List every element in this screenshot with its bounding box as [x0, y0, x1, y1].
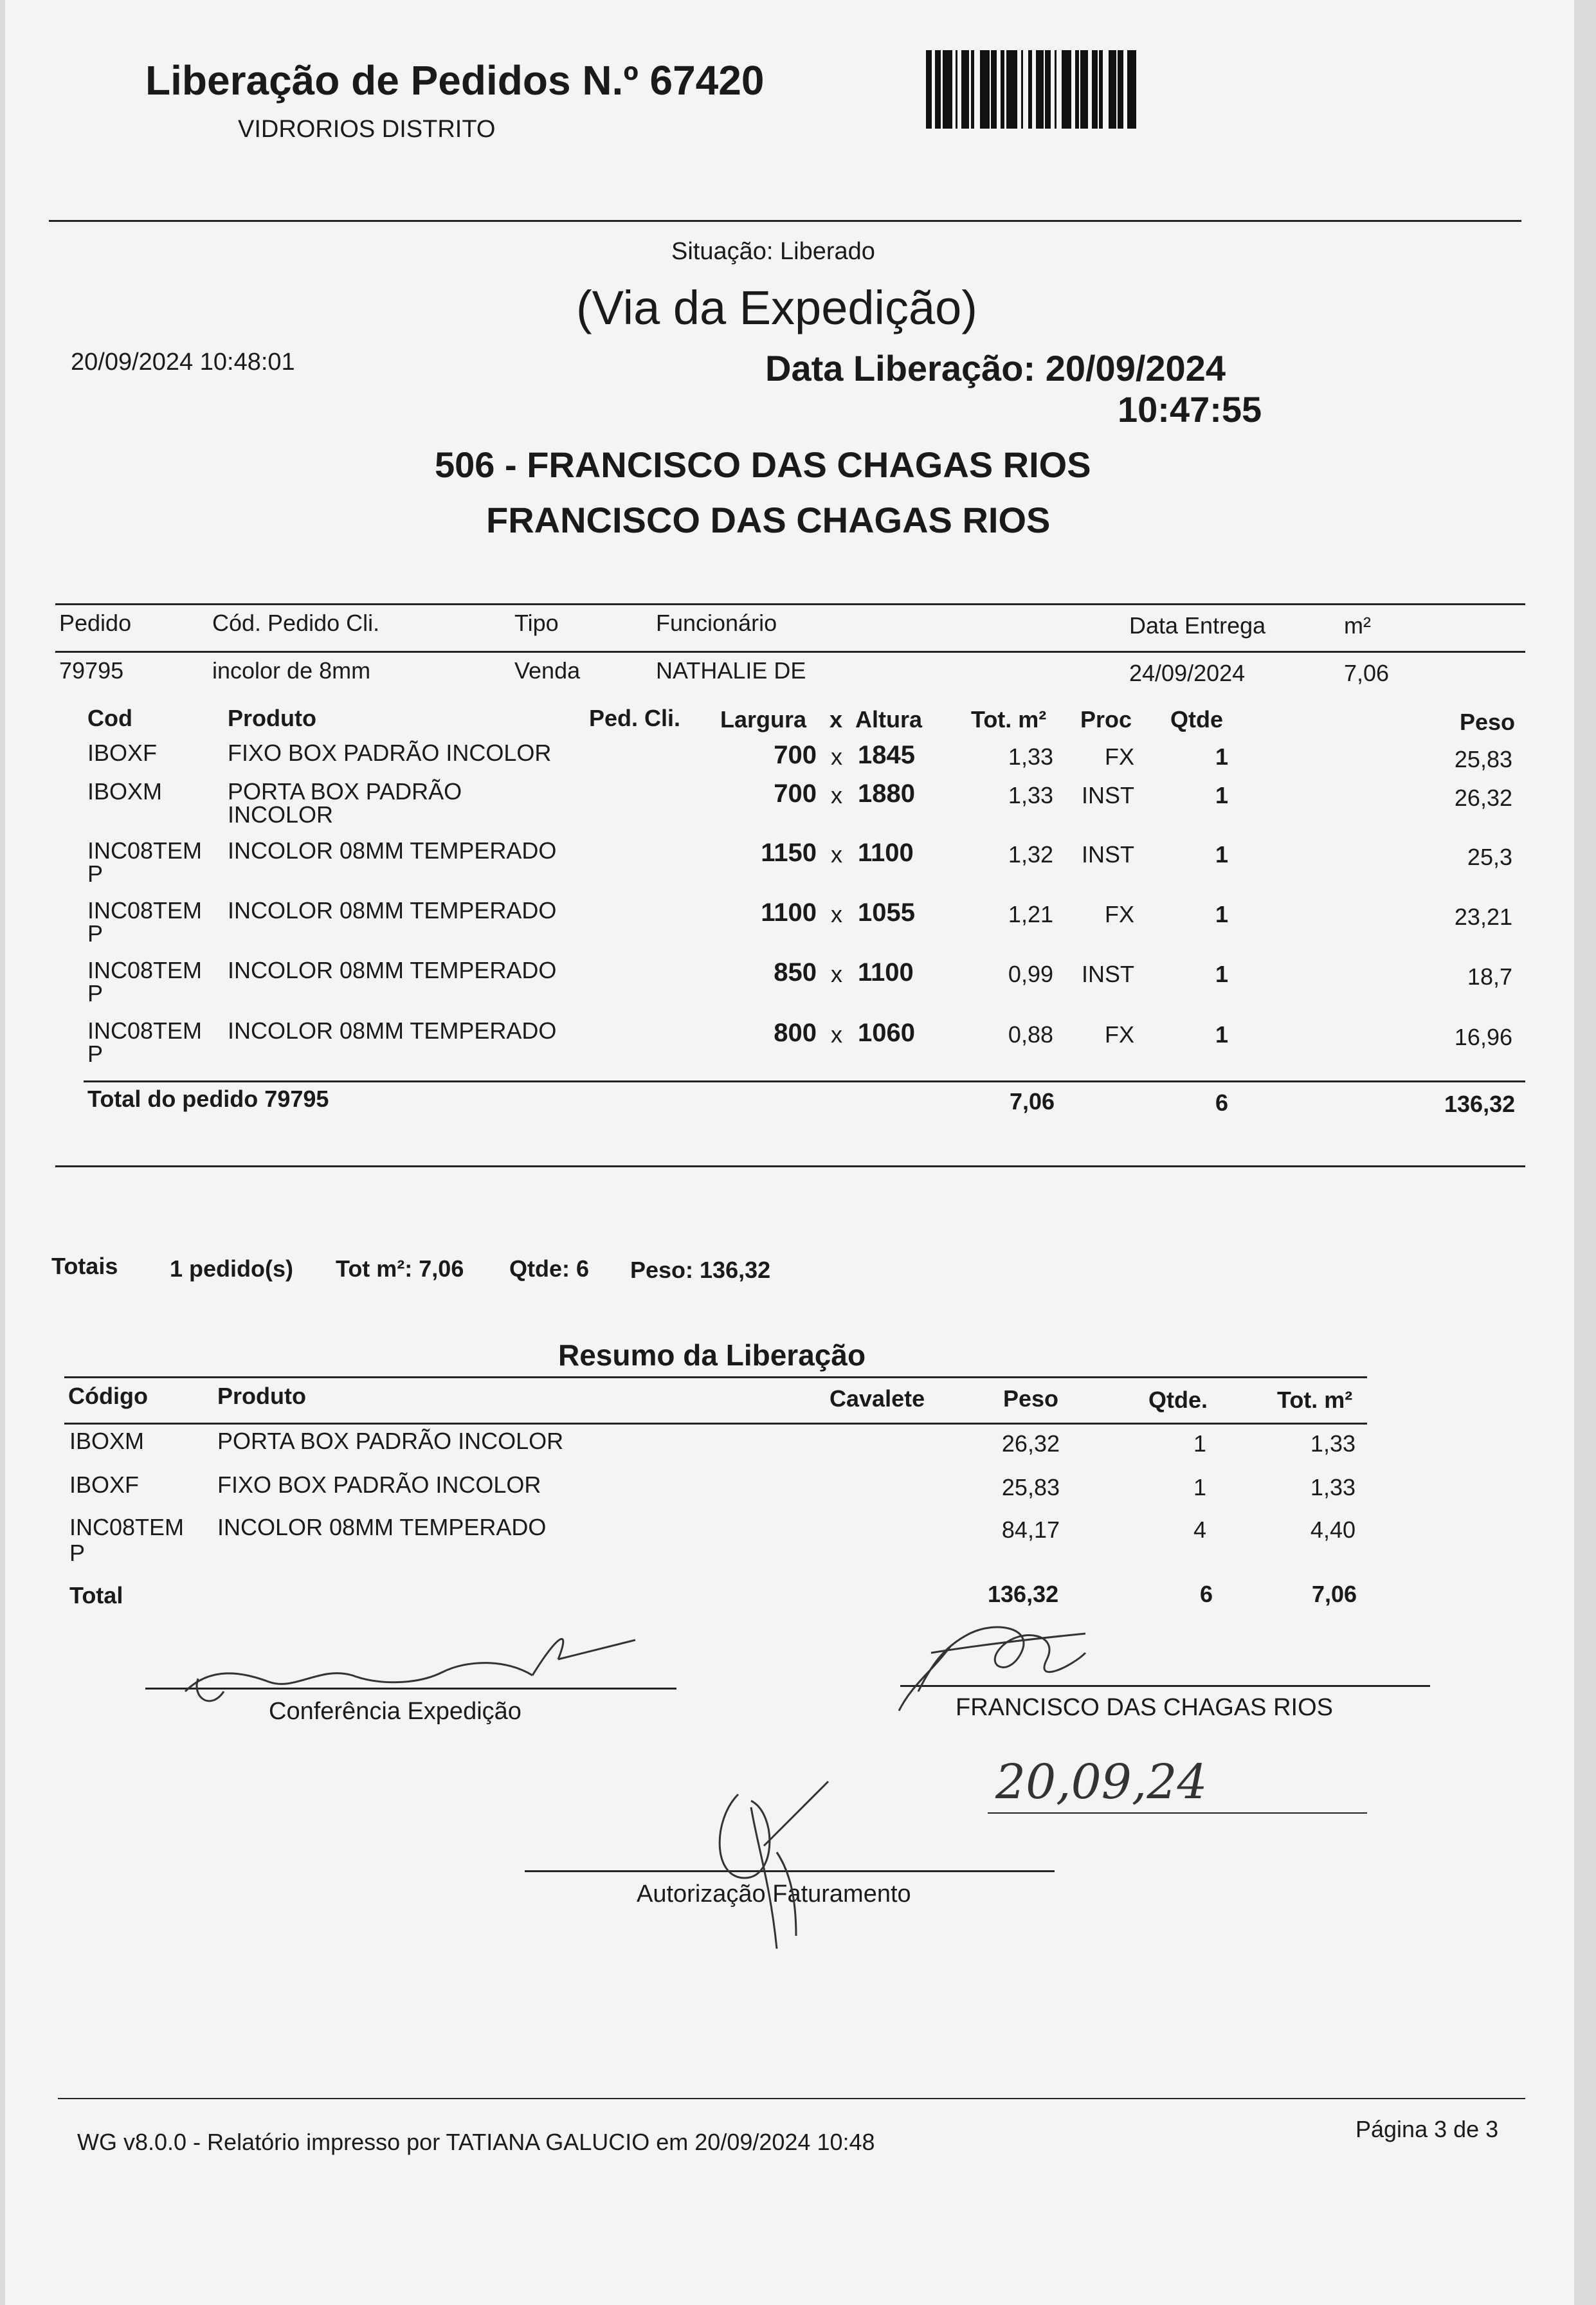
- date-line: [988, 1812, 1367, 1814]
- item-produto: FIXO BOX PADRÃO INCOLOR: [228, 740, 552, 766]
- item-cod: INC08TEM: [87, 837, 203, 864]
- summary-produto: FIXO BOX PADRÃO INCOLOR: [217, 1471, 541, 1498]
- item-produto: INCOLOR 08MM TEMPERADO: [228, 837, 557, 864]
- copy-type: (Via da Expedição): [576, 281, 977, 334]
- item-largura: 1150: [761, 839, 817, 867]
- item-proc: FX: [1104, 1021, 1134, 1048]
- item-qtde: 1: [1215, 1021, 1229, 1048]
- order-type: Venda: [514, 657, 581, 684]
- summary-col-codigo: Código: [68, 1383, 148, 1409]
- item-altura: 1060: [858, 1019, 915, 1047]
- signature-label-cliente: FRANCISCO DAS CHAGAS RIOS: [956, 1694, 1333, 1721]
- signature-label-autorizacao: Autorização Faturamento: [637, 1881, 911, 1908]
- divider: [55, 1165, 1525, 1167]
- summary-produto: INCOLOR 08MM TEMPERADO: [217, 1514, 547, 1540]
- item-qtde: 1: [1215, 901, 1229, 927]
- divider: [84, 1080, 1525, 1082]
- divider: [58, 2098, 1525, 2099]
- items-col-largura: Largura: [720, 706, 807, 733]
- item-peso: 23,21: [1454, 904, 1512, 930]
- items-col-produto: Produto: [228, 705, 316, 731]
- summary-col-peso: Peso: [1003, 1385, 1059, 1412]
- summary-qtde: 1: [1193, 1430, 1206, 1457]
- summary-totm2: 1,33: [1310, 1430, 1356, 1457]
- release-date: Data Liberação: 20/09/2024: [765, 348, 1226, 388]
- items-col-altura: Altura: [855, 706, 923, 733]
- summary-totm2: 4,40: [1310, 1517, 1356, 1543]
- col-funcionario: Funcionário: [656, 610, 777, 636]
- summary-qtde: 4: [1193, 1517, 1206, 1543]
- col-tipo: Tipo: [514, 610, 559, 636]
- item-x: x: [831, 1021, 842, 1048]
- summary-total-peso: 136,32: [988, 1581, 1059, 1607]
- item-totm2: 1,33: [1008, 743, 1053, 770]
- signature-conferencia-icon: [172, 1621, 648, 1724]
- signature-label-conferencia: Conferência Expedição: [269, 1698, 521, 1725]
- item-produto: INCOLOR 08MM TEMPERADO: [228, 897, 557, 924]
- item-proc: FX: [1104, 901, 1134, 927]
- summary-codigo: IBOXM: [69, 1428, 145, 1454]
- item-proc: INST: [1081, 841, 1134, 868]
- item-totm2: 0,99: [1008, 961, 1053, 987]
- item-largura: 700: [774, 779, 817, 808]
- item-x: x: [831, 743, 842, 770]
- order-m2: 7,06: [1344, 660, 1390, 686]
- item-peso: 26,32: [1454, 785, 1512, 811]
- summary-codigo: P: [69, 1540, 86, 1566]
- item-peso: 18,7: [1467, 963, 1512, 990]
- document-page: [5, 0, 1574, 2305]
- item-produto: INCOLOR 08MM TEMPERADO: [228, 1017, 557, 1044]
- summary-peso: 25,83: [1001, 1474, 1060, 1500]
- summary-total-qtde: 6: [1200, 1581, 1213, 1607]
- items-col-qtde: Qtde: [1170, 706, 1224, 733]
- item-cod: P: [87, 1041, 104, 1067]
- item-largura: 700: [774, 741, 817, 769]
- signature-autorizacao-icon: [700, 1769, 841, 1962]
- item-qtde: 1: [1215, 743, 1229, 770]
- item-altura: 1845: [858, 741, 915, 769]
- summary-col-qtde: Qtde.: [1148, 1387, 1208, 1413]
- item-cod: P: [87, 980, 104, 1007]
- divider: [55, 603, 1525, 605]
- col-pedido: Pedido: [59, 610, 132, 636]
- item-totm2: 0,88: [1008, 1021, 1053, 1048]
- summary-codigo: IBOXF: [69, 1471, 140, 1498]
- item-x: x: [831, 961, 842, 987]
- item-peso: 25,83: [1454, 746, 1512, 772]
- item-produto: INCOLOR 08MM TEMPERADO: [228, 957, 557, 983]
- items-col-proc: Proc: [1080, 706, 1132, 733]
- totals-qtde: Qtde: 6: [509, 1255, 590, 1282]
- item-cod: P: [87, 920, 104, 947]
- item-cod: P: [87, 861, 104, 887]
- print-datetime: 20/09/2024 10:48:01: [71, 349, 295, 376]
- footer-printed-by: WG v8.0.0 - Relatório impresso por TATIANA GALUCIO em 20/09/2024 10:48: [77, 2129, 875, 2155]
- item-largura: 800: [774, 1019, 817, 1047]
- summary-produto: PORTA BOX PADRÃO INCOLOR: [217, 1428, 564, 1454]
- totals-label: Totais: [51, 1253, 118, 1279]
- order-total-qtde: 6: [1215, 1089, 1229, 1116]
- item-largura: 1100: [761, 898, 817, 927]
- item-peso: 16,96: [1454, 1024, 1512, 1050]
- item-altura: 1100: [858, 839, 914, 867]
- order-delivery-date: 24/09/2024: [1129, 660, 1246, 686]
- handwritten-date: 20,09,24: [995, 1754, 1208, 1810]
- col-m2: m²: [1344, 612, 1371, 639]
- items-col-peso: Peso: [1460, 709, 1516, 735]
- items-col-cod: Cod: [87, 705, 132, 731]
- item-x: x: [831, 782, 842, 808]
- barcode-icon: [926, 50, 1190, 129]
- signature-cliente-icon: [893, 1608, 1137, 1724]
- item-largura: 850: [774, 958, 817, 987]
- item-x: x: [831, 901, 842, 927]
- summary-col-cavalete: Cavalete: [830, 1385, 925, 1412]
- summary-col-totm2: Tot. m²: [1277, 1387, 1353, 1413]
- totals-orders: 1 pedido(s): [170, 1255, 294, 1282]
- item-altura: 1880: [858, 779, 915, 808]
- item-cod: IBOXF: [87, 740, 158, 766]
- totals-peso: Peso: 136,32: [630, 1257, 771, 1283]
- company-name: VIDRORIOS DISTRITO: [238, 116, 496, 143]
- summary-total-label: Total: [69, 1582, 123, 1608]
- totals-m2: Tot m²: 7,06: [336, 1255, 464, 1282]
- item-proc: FX: [1104, 743, 1134, 770]
- summary-title: Resumo da Liberação: [558, 1338, 866, 1372]
- item-qtde: 1: [1215, 782, 1229, 808]
- item-proc: INST: [1081, 961, 1134, 987]
- summary-totm2: 1,33: [1310, 1474, 1356, 1500]
- divider: [64, 1376, 1367, 1378]
- item-totm2: 1,32: [1008, 841, 1053, 868]
- item-proc: INST: [1081, 782, 1134, 808]
- item-produto: PORTA BOX PADRÃO: [228, 778, 462, 805]
- divider: [64, 1423, 1367, 1425]
- item-produto: INCOLOR: [228, 801, 334, 828]
- divider: [55, 651, 1525, 653]
- col-data-entrega: Data Entrega: [1129, 612, 1266, 639]
- items-col-pedcli: Ped. Cli.: [589, 705, 681, 731]
- item-totm2: 1,33: [1008, 782, 1053, 808]
- release-time: 10:47:55: [1118, 389, 1262, 430]
- order-total-label: Total do pedido 79795: [87, 1086, 329, 1112]
- summary-total-totm2: 7,06: [1312, 1581, 1357, 1607]
- items-col-x: x: [830, 706, 843, 733]
- order-employee: NATHALIE DE: [656, 657, 806, 684]
- item-cod: IBOXM: [87, 778, 163, 805]
- status-text: Situação: Liberado: [671, 238, 875, 265]
- document-title: Liberação de Pedidos N.º 67420: [145, 57, 765, 104]
- order-client-code: incolor de 8mm: [212, 657, 371, 684]
- items-col-totm2: Tot. m²: [971, 706, 1047, 733]
- item-qtde: 1: [1215, 961, 1229, 987]
- summary-col-produto: Produto: [217, 1383, 306, 1409]
- summary-peso: 84,17: [1001, 1517, 1060, 1543]
- item-totm2: 1,21: [1008, 901, 1053, 927]
- order-total-peso: 136,32: [1444, 1091, 1516, 1117]
- item-qtde: 1: [1215, 841, 1229, 868]
- page-number: Página 3 de 3: [1356, 2116, 1499, 2142]
- item-x: x: [831, 841, 842, 868]
- client-name: FRANCISCO DAS CHAGAS RIOS: [486, 500, 1051, 540]
- item-cod: INC08TEM: [87, 1017, 203, 1044]
- order-number: 79795: [59, 657, 124, 684]
- item-altura: 1055: [858, 898, 915, 927]
- item-altura: 1100: [858, 958, 914, 987]
- item-cod: INC08TEM: [87, 897, 203, 924]
- col-cod-pedido-cli: Cód. Pedido Cli.: [212, 610, 380, 636]
- summary-qtde: 1: [1193, 1474, 1206, 1500]
- summary-codigo: INC08TEM: [69, 1514, 185, 1540]
- item-peso: 25,3: [1467, 844, 1512, 870]
- order-total-m2: 7,06: [1010, 1088, 1055, 1115]
- client-code-name: 506 - FRANCISCO DAS CHAGAS RIOS: [435, 444, 1091, 485]
- divider: [49, 220, 1521, 222]
- summary-peso: 26,32: [1001, 1430, 1060, 1457]
- item-cod: INC08TEM: [87, 957, 203, 983]
